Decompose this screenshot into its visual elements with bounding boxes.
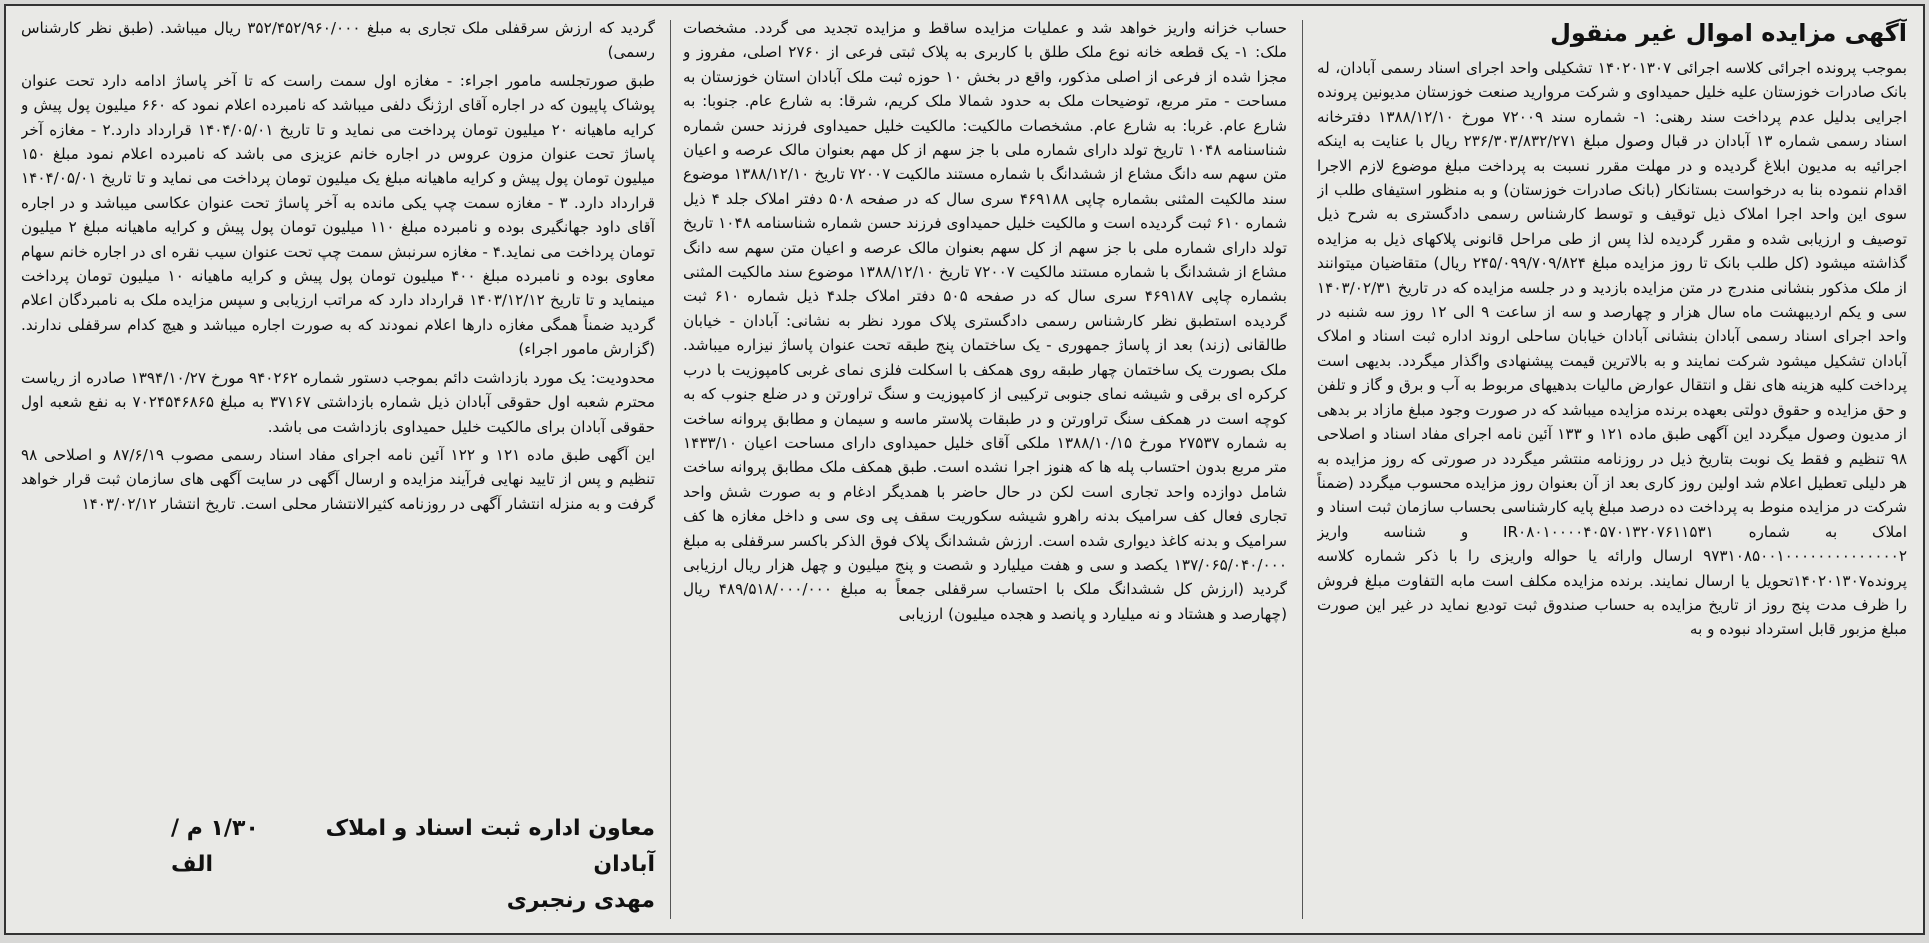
signature-block xyxy=(21,811,655,919)
column-left xyxy=(21,16,655,923)
notice-code: ۱/۳۰ م /الف xyxy=(171,816,259,877)
column-middle xyxy=(683,16,1287,923)
left-column-paragraph: گردید که ارزش سرقفلی ملک تجاری به مبلغ ۳۵۲/۴۵۲/۹۶۰/۰۰۰ ریال میباشد. (طبق نظر کارشناس رسمی) xyxy=(21,19,655,62)
notice-title: آگهی مزایده اموال غیر منقول xyxy=(1550,19,1907,47)
newspaper-notice xyxy=(4,4,1925,935)
column-right xyxy=(1317,16,1907,923)
column-divider xyxy=(670,20,671,919)
middle-column-paragraph: حساب خزانه واریز خواهد شد و عملیات مزایده ساقط و مزایده تجدید می گردد. مشخصات ملک: ۱- یک قطعه خانه نوع ملک طلق با کاربری به پلاک ثبتی فرعی از ۲۷۶۰ اصلی، مفروز و مجزا شده از فرعی از اصلی مذکور، واقع در بخش ۱۰ حوزه ثبت ملک آبادان استان خوزستان به مساحت - متر مربع، توضیحات ملک به حدود شمالا ملک کریم، شرقا: به شارع عام. جنوبا: به شارع عام. غربا: به شارع عام. مشخصات مالکیت: مالکیت خلیل حمیداوی فرزند حسن شماره شناسنامه ۱۰۴۸ تاریخ تولد دارای شماره ملی با جز سهم از کل مهم بعنوان مالک عرصه و اعیان متن سهم سه دانگ مشاع از ششدانگ با شماره مستند مالکیت ۷۲۰۰۷ تاریخ ۱۳۸۸/۱۲/۱۰ موضوع سند مالکیت المثنی بشماره چاپی ۴۶۹۱۸۸ سری سال که در صفحه ۵۰۸ دفتر املاک جلد ۴ ذیل شماره ۶۱۰ ثبت گردیده است و مالکیت خلیل حمیداوی فرزند حسن شماره شناسنامه ۱۰۴۸ تاریخ تولد دارای شماره ملی با جز سهم از کل سهم بعنوان مالک عرصه و اعیان متن سهم سه دانگ مشاع از ششدانگ با شماره مستند مالکیت ۷۲۰۰۷ تاریخ ۱۳۸۸/۱۲/۱۰ موضوع سند مالکیت المثنی بشماره چاپی ۴۶۹۱۸۷ سری سال که در صفحه ۵۰۵ دفتر املاک جلد۴ ذیل شماره ۶۱۰ ثبت گردیده استطبق نظر کارشناس رسمی دادگستری پلاک مورد نظر به نشانی: آبادان - خیابان طالقانی (زند) بعد از پاساژ جمهوری - یک ساختمان پنج طبقه تحت عنوان پاساژ نیزاره میباشد. ملک بصورت یک ساختمان چهار طبقه روی همکف با اسکلت فلزی نمای غربی کامپوزیت با درب کرکره ای برقی و شیشه نمای جنوبی ترکیبی از کامپوزیت و سنگ تراورتن و در ضلع جنوب که به کوچه است در همکف سنگ تراورتن و در طبقات پلاستر ماسه و سیمان و مطابق پروانه ساخت به شماره ۲۷۵۳۷ مورخ ۱۳۸۸/۱۰/۱۵ ملکی آقای خلیل حمیداوی دارای مساحت اعیان ۱۴۳۳/۱۰ متر مربع بدون احتساب پله ها که هنوز اجرا نشده است. طبق همکف ملک مطابق پروانه ساخت شامل دوازده واحد تجاری است لکن در حال حاضر با همدیگر ادغام و به صورت شش واحد تجاری فعال کف سرامیک بدنه راهرو شیشه سکوریت سقف پی وی سی و داخل مغازه ها کف سرامیک و بدنه کاغذ دیواری شده است. ارزش ششدانگ پلاک فوق الذکر باکسر سرقفلی به مبلغ ۱۳۷/۰۶۵/۰۴۰/۰۰۰ یکصد و سی و هفت میلیارد و شصت و پنج میلیون و چهل هزار ریال ارزیابی گردید (ارزش کل ششدانگ ملک با احتساب سرقفلی جمعاً به مبلغ ۴۸۹/۵۱۸/۰۰۰/۰۰۰ ریال (چهارصد و هشتاد و نه میلیارد و پانصد و هجده میلیون) ارزیابی xyxy=(683,19,1287,623)
left-column-paragraph: طبق صورتجلسه مامور اجراء: - مغازه اول سمت راست که تا آخر پاساژ ادامه دارد تحت عنوان پوشاک پاپیون که در اجاره آقای ارژنگ دلفی میباشد که نامبرده اعلام نمود که ۶۶۰ میلیون پول پیش و کرایه ماهیانه ۲۰ میلیون تومان پرداخت می نماید و تا تاریخ ۱۴۰۴/۰۵/۰۱ قرارداد دارد.۲ - مغازه آخر پاساژ تحت عنوان مزون عروس در اجاره خانم عزیزی می باشد که نامبرده اعلام نمود مبلغ ۱۵۰ میلیون تومان پول پیش و کرایه ماهیانه مبلغ یک میلیون تومان پرداخت می نماید و تا تاریخ ۱۴۰۴/۰۵/۰۱ قرارداد دارد. ۳ - مغازه سمت چپ یکی مانده به آخر پاساژ تحت عنوان عکاسی میباشد و در اجاره آقای داود جهانگیری بوده و نامبرده مبلغ ۱۱۰ میلیون تومان پول پیش و کرایه ماهیانه مبلغ ۲ میلیون تومان پرداخت می نماید.۴ - مغازه سرنبش سمت چپ تحت عنوان سیب نقره ای در اجاره خانم سهام معاوی بوده و نامبرده مبلغ ۴۰۰ میلیون تومان پول پیش و کرایه ماهیانه ۱۰ میلیون تومان پرداخت مینماید و تا تاریخ ۱۴۰۳/۱۲/۱۲ قرارداد دارد که مراتب ارزیابی و سپس مزایده ملک به نامبردگان اعلام گردید ضمناً همگی مغازه دارها اعلام نمودند که به صورت اجاره میباشد و هیچ کدام سرقفلی ندارند.(گزارش مامور اجراء) xyxy=(21,71,655,359)
signatory-name: مهدی رنجبری xyxy=(506,888,655,913)
left-column-paragraph: محدودیت: یک مورد بازداشت دائم بموجب دستور شماره ۹۴۰۲۶۲ مورخ ۱۳۹۴/۱۰/۲۷ صادره از ریاست محترم شعبه اول حقوقی آبادان ذیل شماره بازداشتی ۳۷۱۶۷ به مبلغ ۷۰۲۴۵۴۶۸۶۵ به نفع شعبه اول حقوقی آبادان برای مالکیت خلیل حمیداوی بازداشت می باشد. xyxy=(21,368,655,436)
column-divider xyxy=(1302,20,1303,919)
right-column-paragraph: بموجب پرونده اجرائی کلاسه اجرائی ۱۴۰۲۰۱۳۰۷ تشکیلی واحد اجرای اسناد رسمی آبادان، له بانک صادرات خوزستان علیه خلیل حمیداوی و شرکت مروارید صنعت خوزستان مدیونین پرونده اجرایی بدلیل عدم پرداخت سند رهنی: ۱- شماره سند ۷۲۰۰۹ مورخ ۱۳۸۸/۱۲/۱۰ دفترخانه اسناد رسمی شماره ۱۳ آبادان در قبال وصول مبلغ ۲۳۶/۳۰۳/۸۳۲/۲۷۱ ریال با عنایت به اینکه اجرائیه به مدیون ابلاغ گردیده و در مهلت مقرر نسبت به پرداخت مبلغ موضوع لازم الاجرا اقدام ننموده بنا به درخواست بستانکار (بانک صادرات خوزستان) و به منظور استیفای طلب از سوی این واحد اجرا املاک ذیل توقیف و توسط کارشناس رسمی دادگستری به شرح ذیل توصیف و ارزیابی شده و مقرر گردیده لذا پس از طی مراحل قانونی پلاکهای ذیل به مزایده گذاشته میشود (کل طلب بانک تا روز مزایده مبلغ ۲۴۵/۰۹۹/۷۰۹/۸۲۴ ریال) متقاضیان میتوانند از ملک مذکور بنشانی مندرج در متن مزایده بازدید و در جلسه مزایده که در تاریخ ۱۴۰۳/۰۲/۳۱ سی و یکم اردیبهشت ماه سال هزار و چهارصد و سه از ساعت ۹ الی ۱۲ روز سه شنبه در واحد اجرای اسناد رسمی آبادان بنشانی آبادان خیابان ساحلی اروند اداره ثبت اسناد و املاک آبادان تشکیل میشود شرکت نمایند و به بالاترین قیمت پیشنهادی واگذار میگردد. بدیهی است پرداخت کلیه هزینه های نقل و انتقال عوارض مالیات بدهیهای مربوط به آب و برق و گاز و تلفن و حق مزایده و حقوق دولتی بعهده برنده مزایده میباشد که در صورت وجود مبلغ مازاد بر بدهی از مدیون وصول میگردد این آگهی طبق ماده ۱۲۱ و ۱۳۳ آئین نامه اجرای مفاد اسناد و اصلاحی ۹۸ تنظیم و فقط یک نوبت بتاریخ ذیل در روزنامه منتشر میگردد در صورتی که روز مزایده به هر دلیلی تعطیل اعلام شد اولین روز کاری بعد از آن بعنوان روز مزایده محسوب میگردد (ضمناً شرکت در مزایده منوط به پرداخت ده درصد مبلغ پایه کارشناسی بحساب سازمان ثبت اسناد و املاک به شماره IR۰۸۰۱۰۰۰۰۴۰۵۷۰۱۳۲۰۷۶۱۱۵۳۱ و شناسه واریز ۹۷۳۱۰۸۵۰۰۱۰۰۰۰۰۰۰۰۰۰۰۰۰۰۲ ارسال وارائه یا حواله واریزی را با ذکر شماره کلاسه پرونده۱۴۰۲۰۱۳۰۷تحویل یا ارسال نمایند. برنده مزایده مکلف است مابه التفاوت مبلغ فروش را ظرف مدت پنج روز از تاریخ مزایده به حساب صندوق ثبت تودیع نماید در غیر این صورت مبلغ مزبور قابل استرداد نبوده و به xyxy=(1317,59,1907,639)
signatory-title: معاون اداره ثبت اسناد و املاک آبادان xyxy=(325,816,655,877)
left-column-paragraph: این آگهی طبق ماده ۱۲۱ و ۱۲۲ آئین نامه اجرای مفاد اسناد رسمی مصوب ۸۷/۶/۱۹ و اصلاحی ۹۸ تنظیم و پس از تایید نهایی فرآیند مزایده و ارسال آگهی در سایت آگهی های سازمان ثبت قرار خواهد گرفت و به منزله انتشار آگهی در روزنامه کثیرالانتشار محلی است. تاریخ انتشار ۱۴۰۳/۰۲/۱۲ xyxy=(21,445,655,513)
